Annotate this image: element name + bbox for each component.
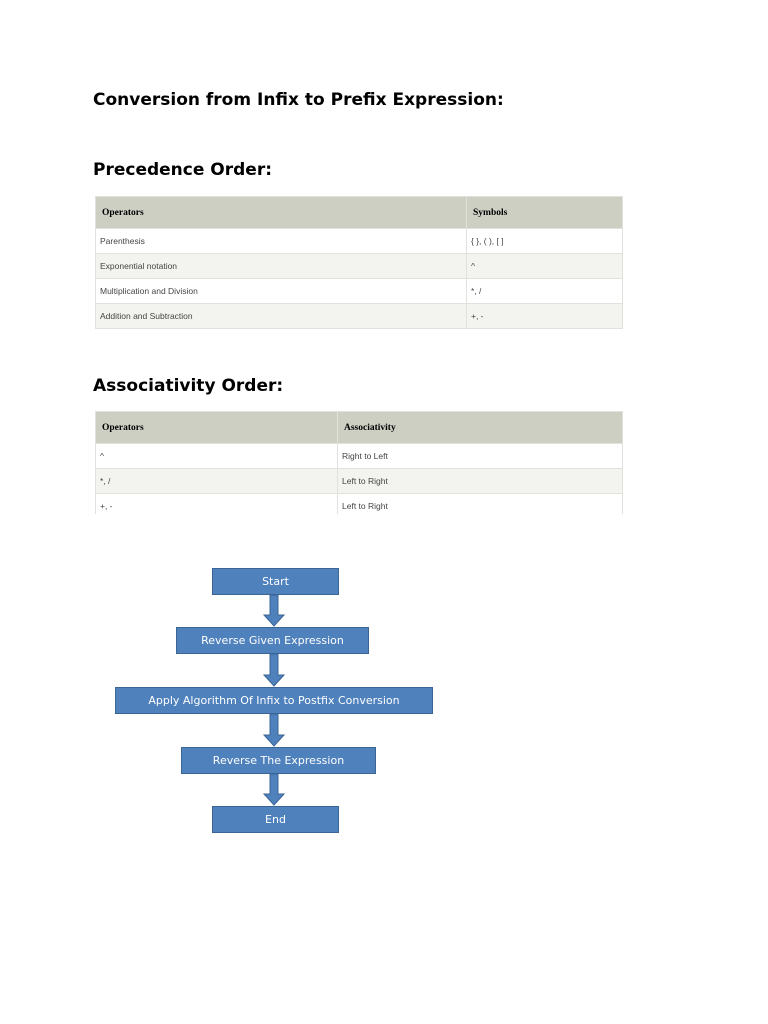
- flowchart-start-box: Start: [212, 568, 339, 595]
- table-row: [96, 254, 623, 279]
- page-title: Conversion from Infix to Prefix Expression:: [93, 90, 504, 110]
- column-header-associativity: Associativity: [338, 412, 623, 444]
- flowchart-reverse-given-box: Reverse Given Expression: [176, 627, 369, 654]
- column-header-operators: Operators: [96, 412, 338, 444]
- precedence-table: [95, 196, 623, 329]
- column-header-operators: Operators: [96, 197, 467, 229]
- table-row: [96, 304, 623, 329]
- flowchart-apply-algorithm-box: Apply Algorithm Of Infix to Postfix Conversion: [115, 687, 433, 714]
- associativity-cell: Left to Right: [338, 469, 623, 494]
- symbol-cell: ^: [467, 254, 623, 279]
- operator-cell: Multiplication and Division: [96, 279, 467, 304]
- flowchart-reverse-expression-box: Reverse The Expression: [181, 747, 376, 774]
- associativity-cell: Right to Left: [338, 444, 623, 469]
- down-arrow-icon: [263, 654, 285, 687]
- operator-cell: *, /: [96, 469, 338, 494]
- symbol-cell: { }, ( ), [ ]: [467, 229, 623, 254]
- operator-cell: +, -: [96, 494, 338, 519]
- table-crop-mask: [0, 514, 768, 534]
- table-row: [96, 279, 623, 304]
- down-arrow-icon: [263, 595, 285, 627]
- precedence-heading: Precedence Order:: [93, 160, 273, 180]
- table-header-row: [96, 412, 623, 444]
- symbol-cell: *, /: [467, 279, 623, 304]
- flowchart-end-box: End: [212, 806, 339, 833]
- table-row: [96, 229, 623, 254]
- down-arrow-icon: [263, 714, 285, 747]
- operator-cell: ^: [96, 444, 338, 469]
- down-arrow-icon: [263, 774, 285, 806]
- column-header-symbols: Symbols: [467, 197, 623, 229]
- associativity-cell: Left to Right: [338, 494, 623, 519]
- associativity-table: [95, 411, 623, 519]
- table-header-row: [96, 197, 623, 229]
- operator-cell: Addition and Subtraction: [96, 304, 467, 329]
- associativity-heading: Associativity Order:: [93, 376, 284, 396]
- operator-cell: Exponential notation: [96, 254, 467, 279]
- symbol-cell: +, -: [467, 304, 623, 329]
- operator-cell: Parenthesis: [96, 229, 467, 254]
- table-row: [96, 469, 623, 494]
- table-row: [96, 444, 623, 469]
